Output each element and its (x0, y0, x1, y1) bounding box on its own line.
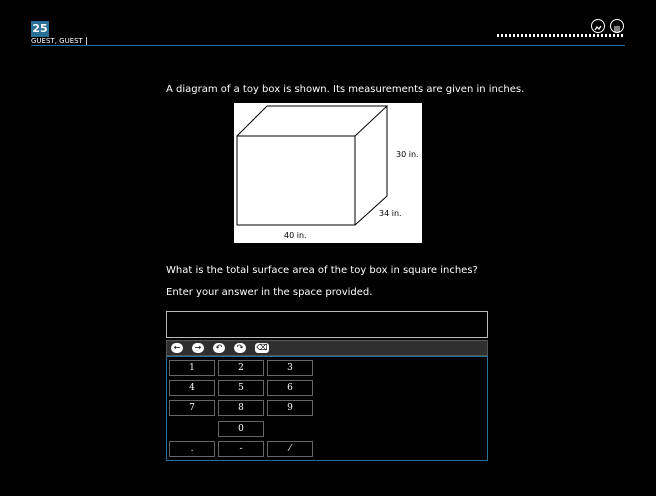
width-label: 40 in. (284, 231, 307, 240)
keypad (166, 356, 488, 461)
question-instruction: Enter your answer in the space provided. (166, 287, 373, 298)
redo-button[interactable]: ↷ (234, 343, 246, 353)
key-7[interactable]: 7 (169, 400, 215, 416)
toy-box-diagram (234, 103, 422, 243)
key-decimal[interactable]: . (169, 441, 215, 457)
answer-input[interactable] (166, 311, 488, 338)
key-6[interactable]: 6 (267, 380, 313, 396)
backspace-button[interactable]: ⌫ (256, 343, 268, 352)
menu-button[interactable] (610, 19, 624, 33)
header-divider (31, 45, 625, 46)
key-0[interactable]: 0 (218, 421, 264, 437)
hand-icon (592, 23, 604, 35)
key-1[interactable]: 1 (169, 360, 215, 376)
depth-label: 34 in. (379, 209, 402, 218)
question-number-badge: 25 (32, 22, 48, 35)
question-intro: A diagram of a toy box is shown. Its measurements are given in inches. (166, 84, 525, 95)
key-2[interactable]: 2 (218, 360, 264, 376)
undo-button[interactable]: ↶ (213, 343, 225, 353)
key-4[interactable]: 4 (169, 380, 215, 396)
key-9[interactable]: 9 (267, 400, 313, 416)
menu-icon (611, 23, 623, 35)
move-left-button[interactable]: ← (171, 343, 183, 353)
question-ask: What is the total surface area of the toy box in square inches? (166, 265, 478, 276)
key-minus[interactable]: - (218, 441, 264, 457)
tools-button[interactable] (591, 19, 605, 33)
move-right-button[interactable]: → (192, 343, 204, 353)
key-5[interactable]: 5 (218, 380, 264, 396)
student-name: GUEST, GUEST (31, 37, 87, 46)
editor-toolbar (166, 340, 488, 356)
height-label: 30 in. (396, 150, 419, 159)
key-8[interactable]: 8 (218, 400, 264, 416)
progress-indicator (497, 34, 625, 37)
key-3[interactable]: 3 (267, 360, 313, 376)
key-fraction[interactable]: ⁄ (267, 441, 313, 457)
